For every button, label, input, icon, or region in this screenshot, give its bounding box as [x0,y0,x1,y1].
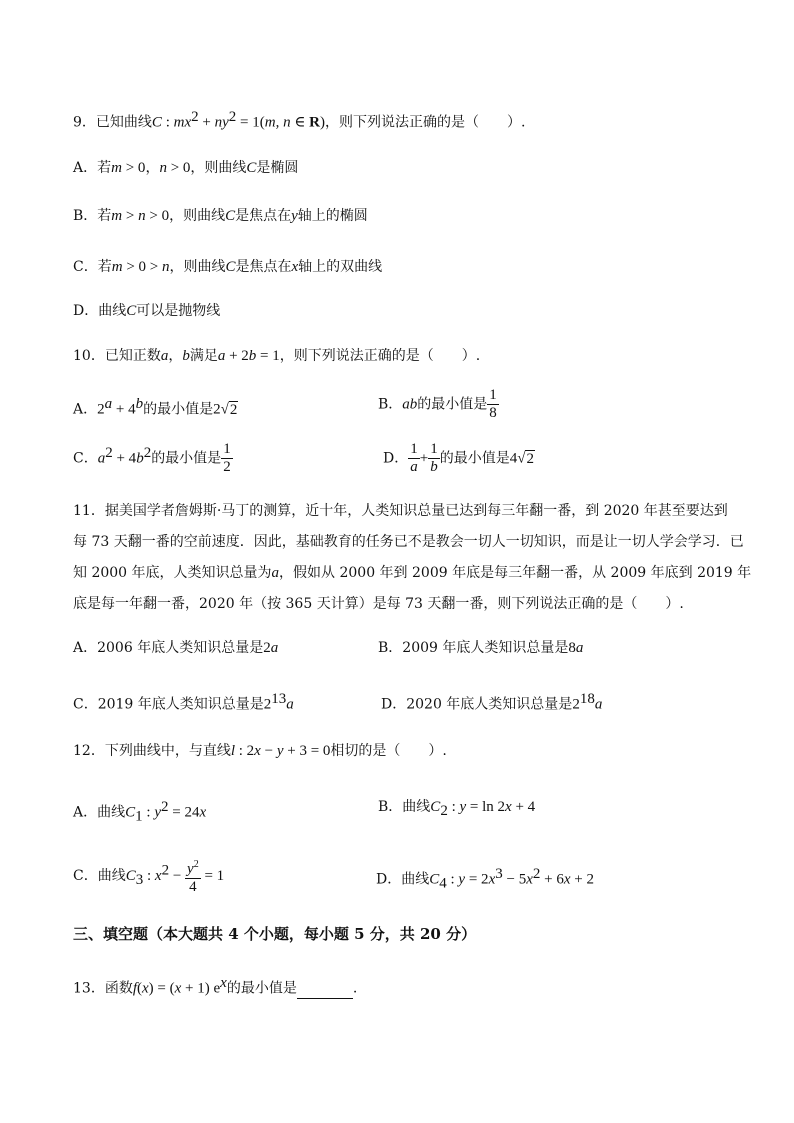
answer-blank[interactable] [297,984,353,999]
q9-stem: 9．已知曲线C : $mx^2 + ny^2 = 1(m$, n ∈ R)，则下列说法正确的是（ ）. [73,109,526,131]
q11-option-b: B．2009 年底人类知识总量是8a [378,640,584,656]
q11-line-4: 底是每一年翻一番，2020 年（按 365 天计算）是每 73 天翻一番，则下列说法正确的是（ ）. [73,596,684,612]
q11-option-d: D．2020 年底人类知识总量是$2^{18}a$ [381,691,603,713]
q12-option-b: B．曲线$C_2$ : y = ln 2x + 4 [378,799,536,819]
q11-option-c: C．2019 年底人类知识总量是$2^{13}a$ [73,691,294,713]
q11-line-1: 11．据美国学者詹姆斯·马丁的测算，近十年，人类知识总量已达到每三年翻一番，到 2020 年甚至要达到 [73,503,728,519]
q10-option-d: D． $\frac{1}{a}$ + $\frac{1}{b}$ 的最小值是4√2 [383,441,534,475]
q11-line-2: 每 73 天翻一番的空前速度．因此，基础教育的任务已不是教会一切人一切知识，而是让一切人学会学习．已 [73,534,744,550]
q11-option-a: A．2006 年底人类知识总量是2a [73,640,279,656]
q9-option-d: D．曲线C可以是抛物线 [73,303,221,319]
q9-option-c: C．若m > 0 > n，则曲线C是焦点在x轴上的双曲线 [73,259,383,275]
q10-option-c: C．$a^2 + 4b^2$的最小值是 $\frac{1}{2}$ [73,441,231,475]
q12-option-d: D．曲线$C_4$ : $y = 2x^3 - 5x^2 + 6x + 2$ [376,866,594,892]
q12-stem: 12．下列曲线中，与直线l : 2x − y + 3 = 0相切的是（ ）. [73,743,447,759]
q11-line-3: 知 2000 年底，人类知识总量为a，假如从 2000 年到 2009 年底是每三年翻一番，从 2009 年底到 2019 年 [73,565,752,581]
q12-option-c: C．曲线$C_3$ : $x^2$ − $\frac{y^2}{4}$ = 1 [73,856,224,896]
q10-option-b: B．ab的最小值是 $\frac{1}{8}$ [378,387,497,421]
q9-option-b: B．若m > n > 0，则曲线C是焦点在y轴上的椭圆 [73,208,368,224]
q9-option-a: A．若m > 0，n > 0，则曲线C是椭圆 [73,160,299,176]
section-title-fill-in: 三、填空题（本大题共 4 个小题，每小题 5 分，共 20 分） [73,925,477,943]
q12-option-a: A．曲线$C_1$ : $y^2 = 24x$ [73,799,207,825]
q10-stem: 10．已知正数a，b满足a + 2b = 1，则下列说法正确的是（ ）. [73,348,481,364]
q10-option-a: A．$2^a + 4^b$的最小值是2√2 [73,396,238,418]
q13-stem: 13．函数f(x) = (x + 1) $e^x$的最小值是 . [73,975,358,997]
